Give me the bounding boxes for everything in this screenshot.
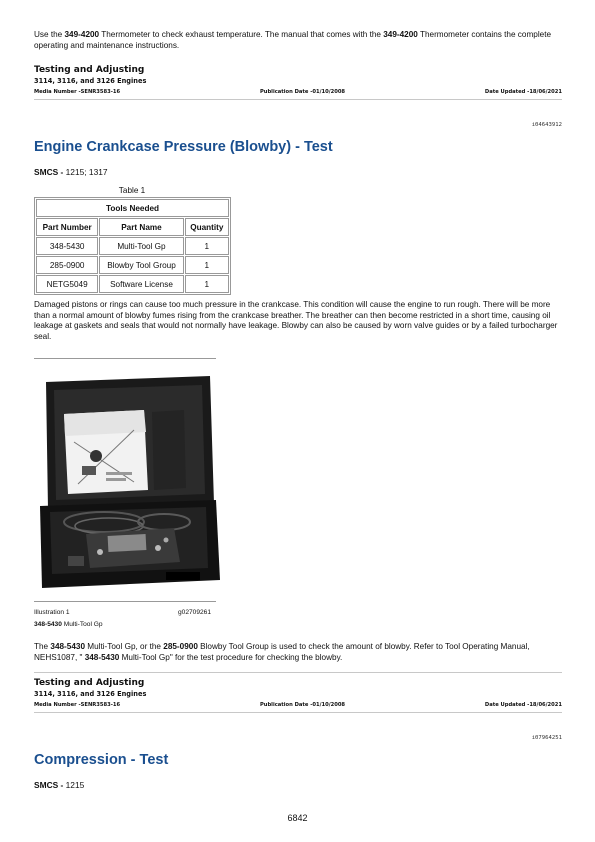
- table-caption: Table 1: [118, 186, 146, 195]
- part-number-cell: 348-5430: [36, 237, 98, 255]
- illustration-id: g02709261: [178, 609, 212, 616]
- part-number-bold: 349-4200: [383, 30, 418, 39]
- part-number-cell: NETG5049: [36, 275, 98, 293]
- body-paragraph: The 348-5430 Multi-Tool Gp, or the 285-0900 Blowby Tool Group is used to check the amount of blowby. Refer to Tool Operating Manual, NEHS1087, " 348-5430 Multi-Tool Gp" for the test procedure for checking the blowby.: [34, 642, 530, 662]
- smcs-codes: SMCS - 1215; 1317: [34, 167, 108, 177]
- intro-paragraph: Use the 349-4200 Thermometer to check exhaust temperature. The manual that comes with the 349-4200 Thermometer contains the complete operating and maintenance instructions.: [34, 30, 552, 50]
- table-row: [36, 237, 229, 255]
- document-id: i07964251: [531, 735, 562, 741]
- part-name-cell: Multi-Tool Gp: [99, 237, 183, 255]
- illustration-caption: 348-5430 Multi-Tool Gp: [34, 621, 103, 628]
- illustration-label: Illustration 1: [34, 609, 70, 616]
- header-divider: [34, 99, 562, 100]
- illustration-top-rule: [34, 358, 216, 359]
- column-header: Part Number: [36, 218, 98, 236]
- media-number: Media Number -SENR3583-16: [34, 89, 121, 95]
- table-row: [36, 275, 229, 293]
- document-id: i04643912: [531, 122, 562, 128]
- publication-meta: [34, 702, 562, 708]
- quantity-cell: 1: [185, 256, 229, 274]
- column-header: Quantity: [185, 218, 229, 236]
- part-name-cell: Blowby Tool Group: [99, 256, 183, 274]
- part-name-cell: Software License: [99, 275, 183, 293]
- body-paragraph: Damaged pistons or rings can cause too much pressure in the crankcase. This condition will cause the engine to run rough. There will be more than a normal amount of blowby fumes rising from the crankcase breather. The breather can then become restricted in a short time, causing oil leakage at gaskets and seals that would not normally have leakage. Blowby can also be caused by worn valve guides or by a failed turbocharger seal.: [34, 300, 558, 341]
- publication-date: Publication Date -01/10/2008: [259, 89, 346, 95]
- section-heading: Engine Crankcase Pressure (Blowby) - Test: [34, 139, 333, 155]
- manual-subtitle: 3114, 3116, and 3126 Engines: [34, 690, 147, 698]
- date-updated: Date Updated -18/06/2021: [484, 702, 562, 708]
- part-number-bold: 349-4200: [64, 30, 100, 39]
- manual-subtitle: 3114, 3116, and 3126 Engines: [34, 77, 147, 85]
- header-divider: [34, 712, 562, 713]
- date-updated: Date Updated -18/06/2021: [484, 89, 562, 95]
- publication-date: Publication Date -01/10/2008: [259, 702, 346, 708]
- illustration-bottom-rule: [34, 601, 216, 602]
- table-row: [36, 256, 229, 274]
- table-title: Tools Needed: [36, 199, 229, 217]
- quantity-cell: 1: [185, 275, 229, 293]
- tools-table: [34, 197, 231, 295]
- quantity-cell: 1: [185, 237, 229, 255]
- page-number: 6842: [287, 813, 308, 823]
- publication-meta: [34, 89, 562, 95]
- smcs-codes: SMCS - 1215: [34, 780, 85, 790]
- manual-title: Testing and Adjusting: [34, 678, 145, 688]
- section-divider: [34, 672, 562, 673]
- section-heading: Compression - Test: [34, 752, 169, 768]
- part-number-cell: 285-0900: [36, 256, 98, 274]
- manual-title: Testing and Adjusting: [34, 65, 145, 75]
- media-number: Media Number -SENR3583-16: [34, 702, 121, 708]
- column-header: Part Name: [99, 218, 183, 236]
- multi-tool-case-photo: [34, 372, 222, 594]
